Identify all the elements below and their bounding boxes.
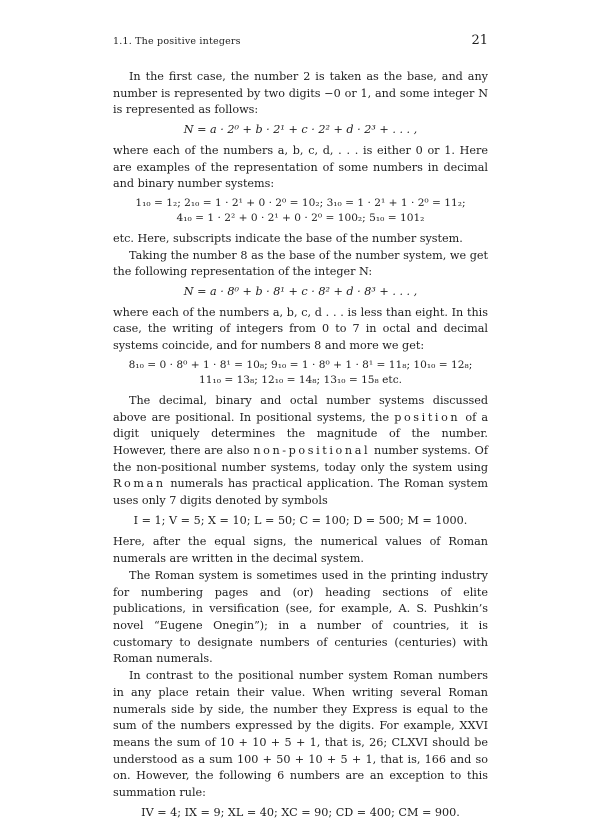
text-segment: of a digit uniquely determines the magnitude of the number. However, there are also	[113, 410, 488, 457]
text-segment: numerals has practical application. The Roman system uses only 7 digits denoted by symbols	[113, 477, 488, 508]
text-segment: The decimal, binary and octal number systems discussed above are positional. In positional systems, the	[113, 393, 488, 424]
body-text	[113, 69, 488, 826]
emphasis-roman: Roman	[113, 477, 166, 491]
octal-examples	[113, 358, 488, 388]
text-segment: number systems. Of the non-positional number systems, today only the system using	[113, 443, 488, 474]
paragraph-binary-explanation: where each of the numbers a, b, c, d, . . . is either 0 or 1. Here are examples of the representation of some numbers in decimal and binary number systems:	[113, 143, 488, 191]
formula-octal: N = a · 8⁰ + b · 8¹ + c · 8² + d · 8³ + . . . ,	[183, 285, 418, 299]
paragraph-binary-intro: In the first case, the number 2 is taken as the base, and any number is represented by two digits −0 or 1, and some integer N is represented as follows:	[113, 70, 488, 117]
octal-examples-line-1: 8₁₀ = 0 · 8⁰ + 1 · 8¹ = 10₈; 9₁₀ = 1 · 8⁰ + 1 · 8¹ = 11₈; 10₁₀ = 12₈;	[128, 358, 473, 371]
octal-examples-line-2: 11₁₀ = 13₈; 12₁₀ = 14₈; 13₁₀ = 15₈ etc.	[198, 373, 402, 386]
roman-exceptions-list: IV = 4; IX = 9; XL = 40; XC = 90; CD = 400; CM = 900.	[141, 805, 460, 819]
paragraph-positional-systems	[113, 393, 488, 510]
roman-digits-list: I = 1; V = 5; X = 10; L = 50; C = 100; D = 500; M = 1000.	[133, 513, 468, 527]
formula-binary: N = a · 2⁰ + b · 2¹ + c · 2² + d · 2³ + . . . ,	[183, 123, 418, 137]
paragraph-octal-explanation: where each of the numbers a, b, c, d . . . is less than eight. In this case, the writing of integers from 0 to 7 in octal and decimal systems coincide, and for numbers 8 and more we get:	[113, 305, 488, 353]
emphasis-non-positional: non-positional	[253, 443, 371, 457]
binary-examples-line-1: 1₁₀ = 1₂; 2₁₀ = 1 · 2¹ + 0 · 2⁰ = 10₂; 3₁₀ = 1 · 2¹ + 1 · 2⁰ = 11₂;	[135, 196, 466, 209]
paragraph-octal-intro: Taking the number 8 as the base of the number system, we get the following representation of the integer N:	[113, 248, 488, 279]
binary-examples-line-2: 4₁₀ = 1 · 2² + 0 · 2¹ + 0 · 2⁰ = 100₂; 5₁₀ = 101₂	[176, 211, 425, 224]
paragraph-roman-summation: In contrast to the positional number system Roman numbers in any place retain their value. When writing several Roman numerals side by side, the number they Express is equal to the sum of the numbers expressed by the digits. For example, XXVI means the sum of 10 + 10 + 5 + 1, that is, 26; CLXVI should be understood as a sum 100 + 50 + 10 + 5 + 1, that is, 166 and so on. However, the following 6 numbers are an exception to this summation rule:	[113, 669, 488, 800]
paragraph-subscripts: etc. Here, subscripts indicate the base of the number system.	[113, 231, 463, 245]
binary-examples	[113, 196, 488, 226]
paragraph-roman-values: Here, after the equal signs, the numerical values of Roman numerals are written in the decimal system.	[113, 535, 488, 566]
paragraph-roman-usage: The Roman system is sometimes used in the printing industry for numbering pages and (or) heading sections of elite publications, in versification (see, for example, A. S. Pushkin’s novel “Eugene Onegin”); in a number of countries, it is customary to designate numbers of centuries (centuries) with Roman numerals.	[113, 568, 488, 666]
emphasis-position: position	[394, 410, 461, 424]
page-number: 21	[471, 33, 488, 48]
running-head: 1.1. The positive integers	[113, 36, 241, 47]
